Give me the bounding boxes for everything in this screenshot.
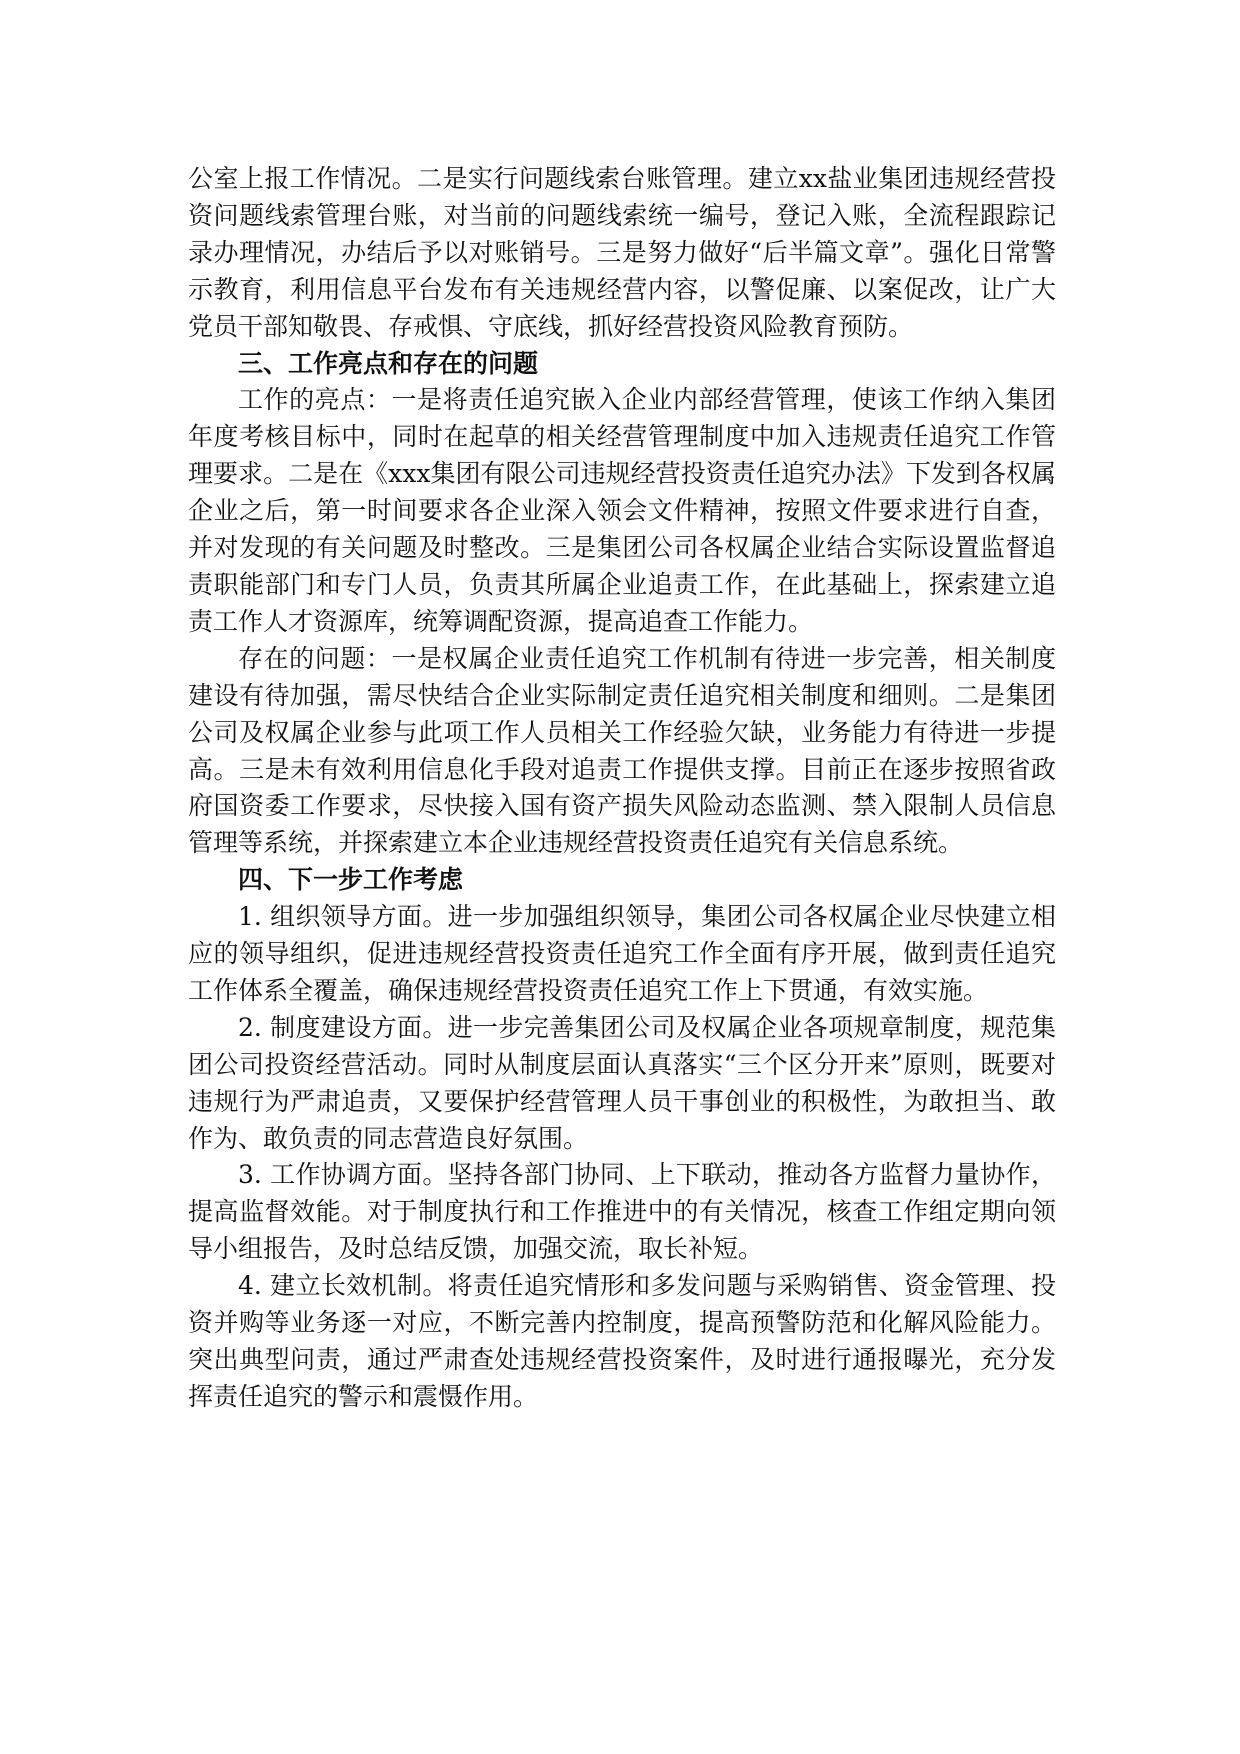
next-step-item-2: 2. 制度建设方面。进一步完善集团公司及权属企业各项规章制度，规范集团公司投资经营活动。同时从制度层面认真落实“三个区分开来”原则，既要对违规行为严肃追责，又要保护经营管理人员干事创业的积极性，为敢担当、敢作为、敢负责的同志营造良好氛围。 xyxy=(188,1012,1056,1153)
next-step-item-4: 4. 建立长效机制。将责任追究情形和多发问题与采购销售、资金管理、投资并购等业务逐一对应，不断完善内控制度，提高预警防范和化解风险能力。突出典型问责，通过严肃查处违规经营投资案件，及时进行通报曝光，充分发挥责任追究的警示和震慑作用。 xyxy=(188,1271,1056,1411)
continued-paragraph: 公室上报工作情况。二是实行问题线索台账管理。建立xx盐业集团违规经营投资问题线索管理台账，对当前的问题线索统一编号，登记入账，全流程跟踪记录办理情况，办结后予以对账销号。三是努力做好“后半篇文章”。强化日常警示教育，利用信息平台发布有关违规经营内容，以警促廉、以案促改，让广大党员干部知敬畏、存戒惧、守底线，抓好经营投资风险教育预防。 xyxy=(188,164,1056,341)
highlights-paragraph: 工作的亮点：一是将责任追究嵌入企业内部经营管理，使该工作纳入集团年度考核目标中，同时在起草的相关经营管理制度中加入违规责任追究工作管理要求。二是在《xxx集团有限公司违规经营投资责任追究办法》下发到各权属企业之后，第一时间要求各企业深入领会文件精神，按照文件要求进行自查，并对发现的有关问题及时整改。三是集团公司各权属企业结合实际设置监督追责职能部门和专门人员，负责其所属企业追责工作，在此基础上，探索建立追责工作人才资源库，统筹调配资源，提高追查工作能力。 xyxy=(188,385,1056,636)
document-body xyxy=(188,161,1056,1416)
next-step-item-3: 3. 工作协调方面。坚持各部门协同、上下联动，推动各方监督力量协作，提高监督效能。对于制度执行和工作推进中的有关情况，核查工作组定期向领导小组报告，及时总结反馈，加强交流，取长补短。 xyxy=(188,1160,1056,1264)
section-4-heading: 四、下一步工作考虑 xyxy=(238,865,464,895)
problems-paragraph: 存在的问题：一是权属企业责任追究工作机制有待进一步完善，相关制度建设有待加强，需尽快结合企业实际制定责任追究相关制度和细则。二是集团公司及权属企业参与此项工作人员相关工作经验欠缺，业务能力有待进一步提高。三是未有效利用信息化手段对追责工作提供支撑。目前正在逐步按照省政府国资委工作要求，尽快接入国有资产损失风险动态监测、禁入限制人员信息管理等系统，并探索建立本企业违规经营投资责任追究有关信息系统。 xyxy=(188,643,1056,858)
next-step-item-1: 1. 组织领导方面。进一步加强组织领导，集团公司各权属企业尽快建立相应的领导组织，促进违规经营投资责任追究工作全面有序开展，做到责任追究工作体系全覆盖，确保违规经营投资责任追究工作上下贯通，有效实施。 xyxy=(188,902,1056,1005)
section-3-heading: 三、工作亮点和存在的问题 xyxy=(238,348,539,378)
